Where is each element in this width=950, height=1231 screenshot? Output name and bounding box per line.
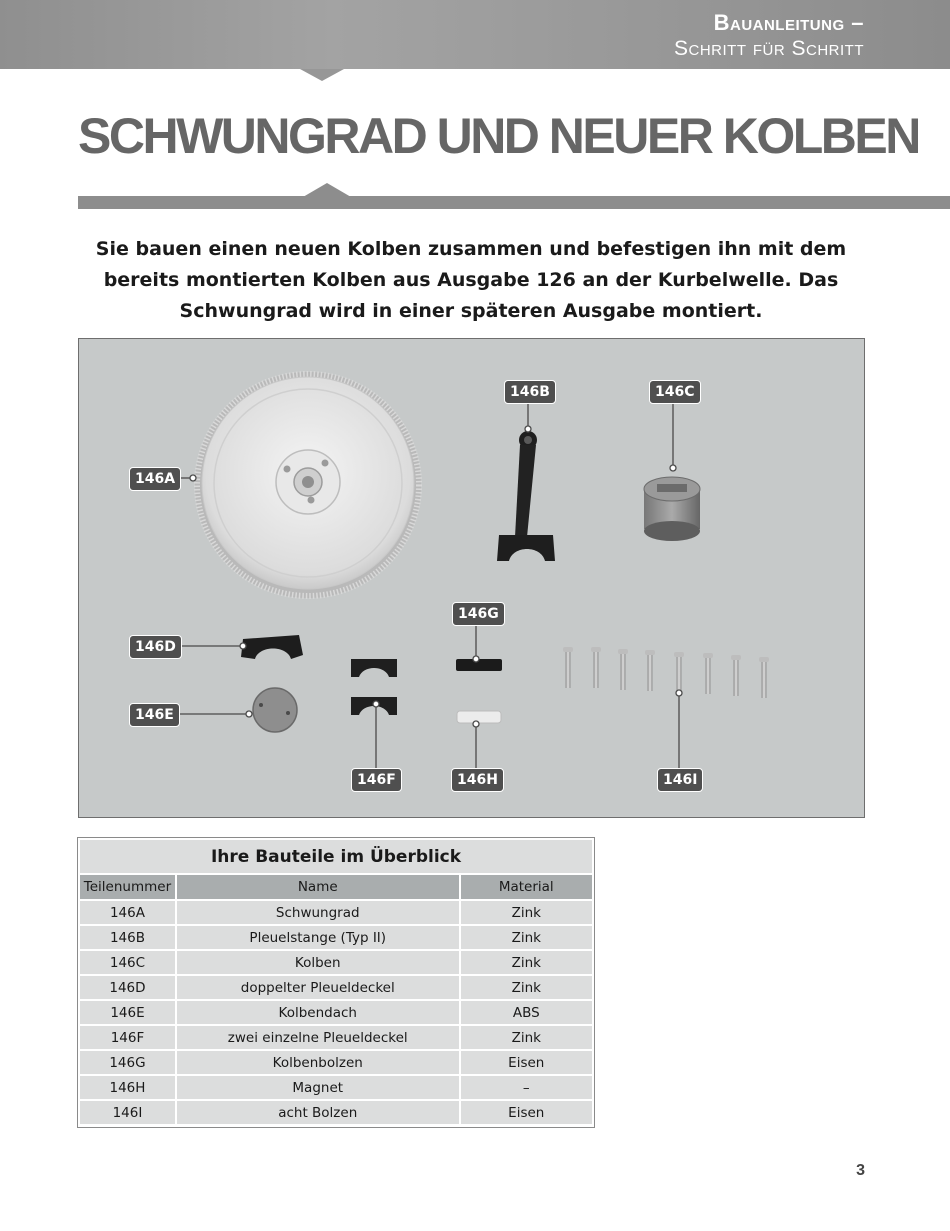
table-row [79, 1050, 593, 1075]
part-name-cell: doppelter Pleueldeckel [176, 975, 460, 1000]
part-name-cell: zwei einzelne Pleueldeckel [176, 1025, 460, 1050]
part-material-cell: Zink [460, 975, 593, 1000]
connecting-rod-part [497, 431, 555, 561]
title-underline-peak [303, 183, 351, 197]
part-number-cell: 146A [79, 900, 176, 925]
part-number-cell: 146D [79, 975, 176, 1000]
label-146c: 146C [649, 380, 701, 404]
part-material-cell: Zink [460, 950, 593, 975]
title-underline [78, 196, 950, 209]
part-material-cell: Zink [460, 925, 593, 950]
part-number-cell: 146E [79, 1000, 176, 1025]
magnet-part [457, 711, 501, 723]
column-header: Name [176, 874, 460, 900]
part-number-cell: 146G [79, 1050, 176, 1075]
column-header: Teilenummer [79, 874, 176, 900]
part-name-cell: Kolbendach [176, 1000, 460, 1025]
table-row [79, 1100, 593, 1125]
label-146f: 146F [351, 768, 402, 792]
table-row [79, 950, 593, 975]
part-material-cell: Zink [460, 900, 593, 925]
piston-crown-part [253, 688, 297, 732]
column-header: Material [460, 874, 593, 900]
part-number-cell: 146B [79, 925, 176, 950]
label-146b: 146B [504, 380, 556, 404]
page-number: 3 [856, 1162, 865, 1179]
header-notch [300, 69, 344, 81]
part-number-cell: 146C [79, 950, 176, 975]
part-material-cell: Zink [460, 1025, 593, 1050]
section-header-line1: Bauanleitung – [713, 10, 864, 35]
part-name-cell: acht Bolzen [176, 1100, 460, 1125]
section-header [674, 10, 864, 62]
part-number-cell: 146H [79, 1075, 176, 1100]
part-name-cell: Schwungrad [176, 900, 460, 925]
table-row [79, 975, 593, 1000]
parts-table-title: Ihre Bauteile im Überblick [79, 839, 593, 874]
part-material-cell: Eisen [460, 1050, 593, 1075]
intro-text: Sie bauen einen neuen Kolben zusammen und befestigen ihn mit dem bereits montierten Kolben aus Ausgabe 126 an der Kurbelwelle. Das Schwungrad wird in einer späteren Ausgabe montiert. [95, 238, 847, 322]
part-number-cell: 146I [79, 1100, 176, 1125]
parts-photo [78, 338, 865, 818]
label-146i: 146I [657, 768, 703, 792]
part-material-cell: ABS [460, 1000, 593, 1025]
table-row [79, 1025, 593, 1050]
parts-table [78, 838, 594, 1126]
section-header-line2: Schritt für Schritt [674, 37, 864, 60]
double-bearing-cap-part [241, 635, 303, 659]
part-name-cell: Magnet [176, 1075, 460, 1100]
label-146e: 146E [129, 703, 180, 727]
part-number-cell: 146F [79, 1025, 176, 1050]
parts-illustration [79, 339, 864, 817]
label-146g: 146G [452, 602, 505, 626]
label-146a: 146A [129, 467, 181, 491]
part-name-cell: Pleuelstange (Typ II) [176, 925, 460, 950]
label-146h: 146H [451, 768, 504, 792]
piston-part [644, 477, 700, 541]
part-material-cell: Eisen [460, 1100, 593, 1125]
table-row [79, 925, 593, 950]
table-row [79, 1075, 593, 1100]
part-name-cell: Kolben [176, 950, 460, 975]
table-row [79, 1000, 593, 1025]
flywheel-part [195, 372, 421, 598]
label-146d: 146D [129, 635, 182, 659]
part-material-cell: – [460, 1075, 593, 1100]
table-row [79, 900, 593, 925]
page-title: SCHWUNGRAD UND NEUER KOLBEN [78, 108, 919, 164]
bolts-part [563, 647, 769, 698]
part-name-cell: Kolbenbolzen [176, 1050, 460, 1075]
